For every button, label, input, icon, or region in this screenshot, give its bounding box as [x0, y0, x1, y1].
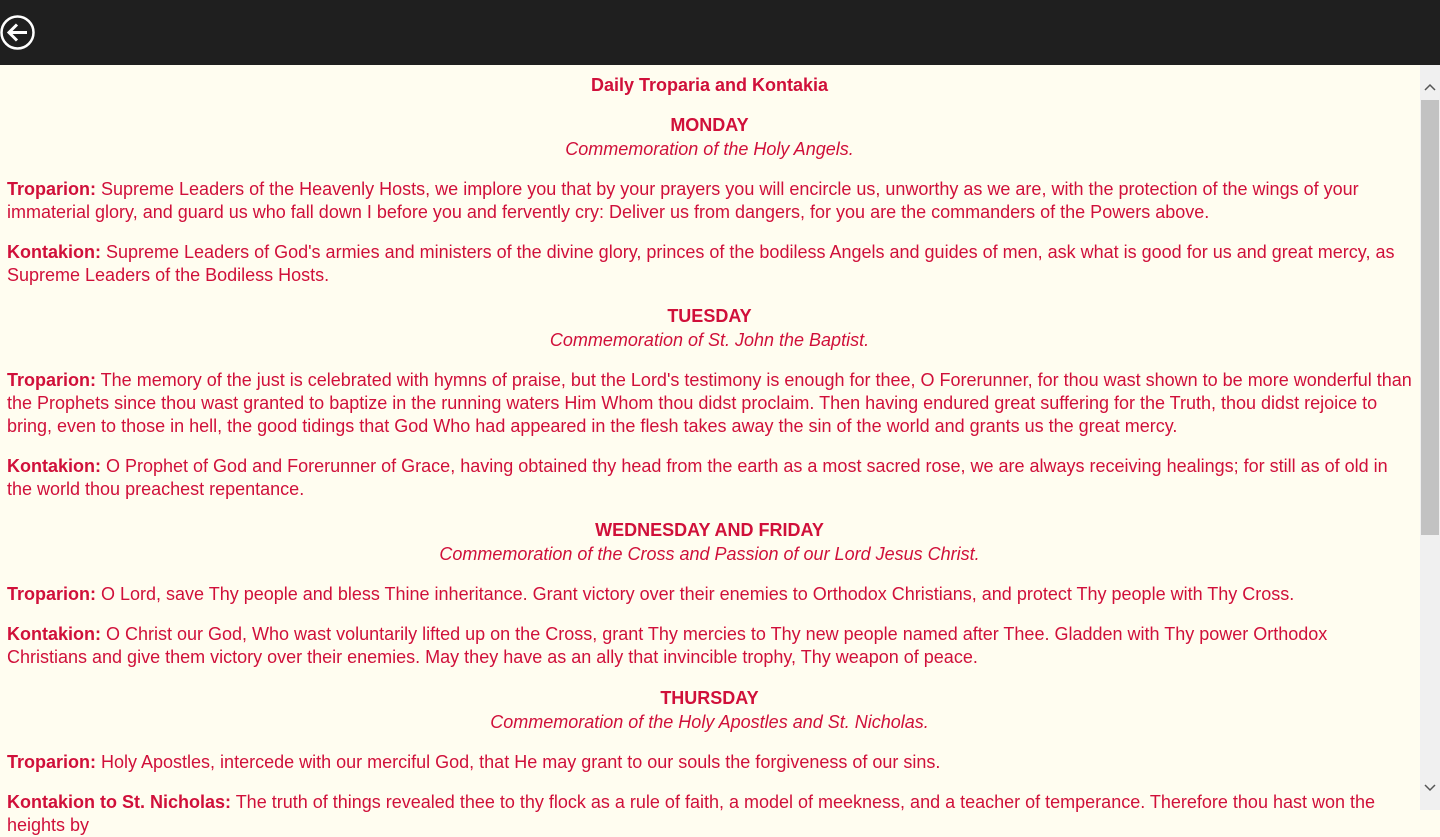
kontakion-label: Kontakion to St. Nicholas: [7, 792, 232, 812]
troparion-text: Holy Apostles, intercede with our merciful God, that He may grant to our souls the forgiveness of our sins. [96, 752, 941, 772]
troparion-paragraph [7, 751, 1412, 774]
vertical-scrollbar[interactable] [1420, 65, 1440, 810]
day-section-wednesday-friday [7, 518, 1412, 669]
day-section-thursday [7, 686, 1412, 837]
kontakion-label: Kontakion: [7, 242, 101, 262]
kontakion-label: Kontakion: [7, 624, 101, 644]
scroll-down-button[interactable] [1420, 778, 1440, 798]
kontakion-paragraph [7, 791, 1412, 837]
troparion-label: Troparion: [7, 584, 96, 604]
kontakion-paragraph [7, 623, 1412, 669]
day-heading: THURSDAY [660, 688, 759, 708]
chevron-down-icon [1423, 783, 1437, 793]
kontakion-text: The truth of things revealed thee to thy flock as a rule of faith, a model of meekness, and a teacher of temperance. Therefore thou hast won the heights by [7, 792, 1376, 835]
troparion-label: Troparion: [7, 370, 96, 390]
app-bar [0, 0, 1440, 65]
troparion-paragraph [7, 583, 1412, 606]
day-section-monday [7, 113, 1412, 287]
page-title: Daily Troparia and Kontakia [590, 75, 829, 95]
day-heading: MONDAY [670, 115, 749, 135]
kontakion-text: O Prophet of God and Forerunner of Grace, having obtained thy head from the earth as a most sacred rose, we are always receiving healings; for still as of old in the world thou preachest repentance. [7, 456, 1388, 499]
day-subtitle: Commemoration of the Holy Apostles and St. Nicholas. [490, 712, 929, 732]
day-section-tuesday [7, 304, 1412, 501]
kontakion-label: Kontakion: [7, 456, 101, 476]
chevron-up-icon [1423, 82, 1437, 92]
kontakion-paragraph [7, 241, 1412, 287]
scrollbar-thumb[interactable] [1421, 100, 1439, 535]
troparion-paragraph [7, 178, 1412, 224]
troparion-paragraph [7, 369, 1412, 438]
day-subtitle: Commemoration of St. John the Baptist. [549, 330, 870, 350]
scroll-up-button[interactable] [1420, 77, 1440, 97]
kontakion-paragraph [7, 455, 1412, 501]
day-heading: WEDNESDAY AND FRIDAY [595, 520, 824, 540]
day-subtitle: Commemoration of the Cross and Passion of our Lord Jesus Christ. [439, 544, 980, 564]
kontakion-text: Supreme Leaders of God's armies and ministers of the divine glory, princes of the bodiless Angels and guides of men, ask what is good for us and great mercy, as Supreme Leaders of the Bodiless Hosts. [7, 242, 1395, 285]
troparion-text: The memory of the just is celebrated with hymns of praise, but the Lord's testimony is enough for thee, O Forerunner, for thou wast shown to be more wonderful than the Prophets since thou wast granted to baptize in the running waters Him Whom thou didst proclaim. Then having endured great suffering for the Truth, thou didst rejoice to bring, even to those in hell, the good tidings that God Who had appeared in the flesh takes away the sin of the world and grants us the great mercy. [7, 370, 1412, 436]
troparion-text: O Lord, save Thy people and bless Thine inheritance. Grant victory over their enemies to Orthodox Christians, and protect Thy people with Thy Cross. [96, 584, 1295, 604]
troparion-label: Troparion: [7, 752, 96, 772]
back-button[interactable] [0, 15, 35, 50]
day-subtitle: Commemoration of the Holy Angels. [565, 139, 854, 159]
troparion-label: Troparion: [7, 179, 96, 199]
day-heading: TUESDAY [667, 306, 752, 326]
reading-pane[interactable] [0, 65, 1420, 835]
kontakion-text: O Christ our God, Who wast voluntarily lifted up on the Cross, grant Thy mercies to Thy new people named after Thee. Gladden with Thy power Orthodox Christians and give them victory over their enemies. May they have as an ally that invincible trophy, Thy weapon of peace. [7, 624, 1328, 667]
back-arrow-circle-icon [0, 15, 35, 50]
troparion-text: Supreme Leaders of the Heavenly Hosts, we implore you that by your prayers you will encircle us, unworthy as we are, with the protection of the wings of your immaterial glory, and guard us who fall down I before you and fervently cry: Deliver us from dangers, for you are the commanders of the Powers above. [7, 179, 1359, 222]
